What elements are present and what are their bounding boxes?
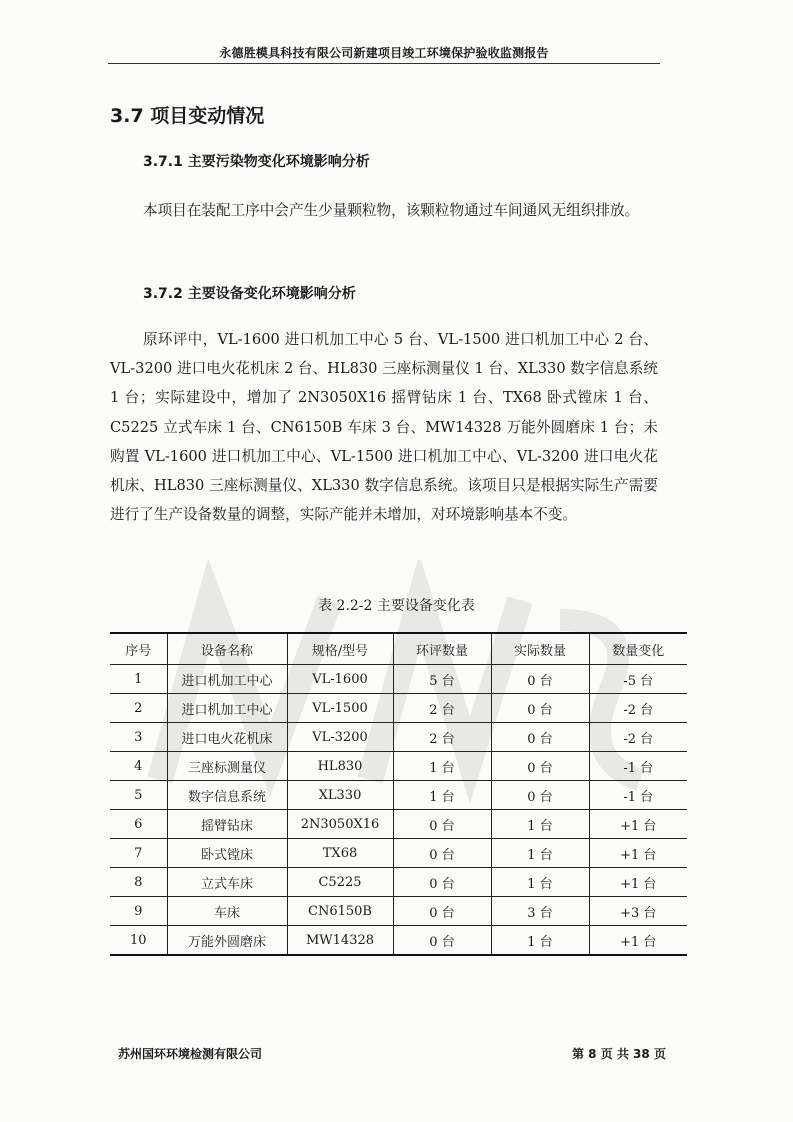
table-cell: TX68	[287, 839, 393, 868]
equipment-change-table	[110, 632, 687, 956]
column-header: 规格/型号	[287, 633, 393, 665]
table-cell: 数字信息系统	[167, 781, 287, 810]
header-divider	[108, 63, 660, 64]
table-cell: 0 台	[491, 752, 589, 781]
table-cell: 0 台	[491, 694, 589, 723]
table-cell: 1 台	[393, 781, 491, 810]
table-cell: VL-1500	[287, 694, 393, 723]
table-row	[110, 752, 687, 781]
footer-company: 苏州国环环境检测有限公司	[118, 1047, 263, 1061]
table-cell: 3	[110, 723, 167, 752]
subsection-heading-equipment: 3.7.2 主要设备变化环境影响分析	[143, 286, 356, 302]
table-cell: 1 台	[491, 839, 589, 868]
table-cell: -1 台	[589, 752, 687, 781]
table-cell: -1 台	[589, 781, 687, 810]
table-cell: 0 台	[393, 810, 491, 839]
table-row	[110, 868, 687, 897]
table-cell: 5	[110, 781, 167, 810]
table-cell: 0 台	[491, 781, 589, 810]
table-cell: 2	[110, 694, 167, 723]
table-cell: XL330	[287, 781, 393, 810]
table-cell: 0 台	[393, 868, 491, 897]
table-cell: 10	[110, 926, 167, 956]
table-row	[110, 839, 687, 868]
table-cell: 1 台	[491, 810, 589, 839]
column-header: 设备名称	[167, 633, 287, 665]
table-cell: MW14328	[287, 926, 393, 956]
table-row	[110, 694, 687, 723]
subsection-heading-pollutant: 3.7.1 主要污染物变化环境影响分析	[143, 154, 370, 170]
table-cell: -2 台	[589, 723, 687, 752]
paragraph-pollutant: 本项目在装配工序中会产生少量颗粒物，该颗粒物通过车间通风无组织排放。	[143, 202, 640, 219]
table-cell: 0 台	[393, 926, 491, 956]
table-cell: 车床	[167, 897, 287, 926]
table-cell: 卧式镗床	[167, 839, 287, 868]
table-header-row	[110, 633, 687, 665]
table-cell: -2 台	[589, 694, 687, 723]
table-cell: +3 台	[589, 897, 687, 926]
table-cell: 7	[110, 839, 167, 868]
section-heading: 3.7 项目变动情况	[110, 105, 265, 127]
table-cell: 8	[110, 868, 167, 897]
footer-page-number: 第 8 页 共 38 页	[572, 1047, 666, 1061]
table-cell: 4	[110, 752, 167, 781]
table-cell: VL-1600	[287, 665, 393, 694]
table-row	[110, 926, 687, 956]
table-cell: 5 台	[393, 665, 491, 694]
table-cell: -5 台	[589, 665, 687, 694]
column-header: 实际数量	[491, 633, 589, 665]
table-caption: 表 2.2-2 主要设备变化表	[318, 598, 475, 614]
table-cell: 0 台	[393, 839, 491, 868]
table-row	[110, 665, 687, 694]
table-cell: 1 台	[491, 926, 589, 956]
table-cell: 1 台	[491, 868, 589, 897]
table-cell: VL-3200	[287, 723, 393, 752]
table-cell: 0 台	[393, 897, 491, 926]
table-cell: 1 台	[393, 752, 491, 781]
table-cell: 0 台	[491, 723, 589, 752]
column-header: 环评数量	[393, 633, 491, 665]
table-cell: 3 台	[491, 897, 589, 926]
table-cell: 立式车床	[167, 868, 287, 897]
column-header: 序号	[110, 633, 167, 665]
table-cell: 进口电火花机床	[167, 723, 287, 752]
table-cell: 1	[110, 665, 167, 694]
table-row	[110, 897, 687, 926]
table-cell: C5225	[287, 868, 393, 897]
table-cell: HL830	[287, 752, 393, 781]
table-cell: +1 台	[589, 868, 687, 897]
table-cell: 2 台	[393, 694, 491, 723]
table-row	[110, 810, 687, 839]
table-row	[110, 723, 687, 752]
table-cell: CN6150B	[287, 897, 393, 926]
table-cell: 摇臂钻床	[167, 810, 287, 839]
table-cell: 9	[110, 897, 167, 926]
table-cell: +1 台	[589, 926, 687, 956]
table-cell: 三座标测量仪	[167, 752, 287, 781]
table-cell: 进口机加工中心	[167, 665, 287, 694]
table-cell: 0 台	[491, 665, 589, 694]
paragraph-equipment: 原环评中，VL-1600 进口机加工中心 5 台、VL-1500 进口机加工中心 2 台、VL-3200 进口电火花机床 2 台、HL830 三座标测量仪 1 台、XL330 数字信息系统 1 台；实际建设中，增加了 2N3050X16 摇臂钻床 1 台、TX68 卧式镗床 1 台、C5225 立式车床 1 台、CN6150B 车床 3 台、MW14328 万能外圆磨床 1 台；未购置 VL-1600 进口机加工中心、VL-1500 进口机加工中心、VL-3200 进口电火花机床、HL830 三座标测量仪、XL330 数字信息系统。该项目只是根据实际生产需要进行了生产设备数量的调整，实际产能并未增加，对环境影响基本不变。	[110, 331, 658, 524]
report-header-title: 永德胜模具科技有限公司新建项目竣工环境保护验收监测报告	[219, 46, 549, 60]
table-cell: 万能外圆磨床	[167, 926, 287, 956]
table-row	[110, 781, 687, 810]
table-cell: +1 台	[589, 839, 687, 868]
table-cell: 进口机加工中心	[167, 694, 287, 723]
table-cell: +1 台	[589, 810, 687, 839]
table-cell: 2 台	[393, 723, 491, 752]
table-cell: 2N3050X16	[287, 810, 393, 839]
table-cell: 6	[110, 810, 167, 839]
column-header: 数量变化	[589, 633, 687, 665]
